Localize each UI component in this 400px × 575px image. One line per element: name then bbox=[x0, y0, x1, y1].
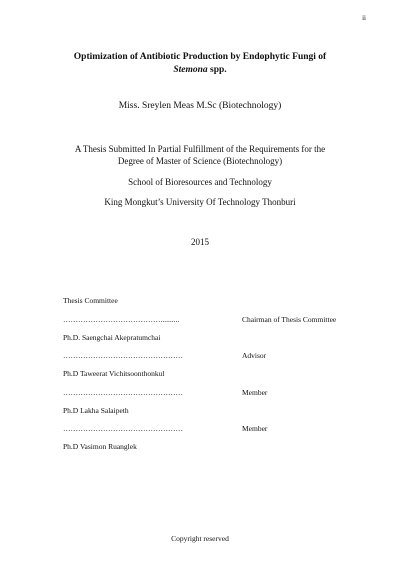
committee-role: Chairman of Thesis Committee bbox=[242, 315, 337, 324]
page-number: ii bbox=[362, 14, 366, 22]
signature-dots: ………………………………….......... bbox=[63, 315, 180, 324]
school-name: School of Bioresources and Technology bbox=[128, 177, 272, 187]
signature-dots: ………………………………………… bbox=[63, 351, 183, 360]
committee-member-name: Ph.D Lakha Salaipeth bbox=[63, 406, 129, 415]
committee-member-name: Ph.D. Saengchai Akepratumchai bbox=[63, 333, 161, 342]
committee-member-name: Ph.D Vasimon Ruanglek bbox=[63, 442, 137, 451]
submission-line-1: A Thesis Submitted In Partial Fulfillment of the Requirements for the bbox=[74, 144, 326, 154]
signature-dots: ………………………………………… bbox=[63, 388, 183, 397]
committee-role: Member bbox=[242, 424, 268, 433]
thesis-title-species: spp. bbox=[207, 65, 227, 75]
submission-line-2: Degree of Master of Science (Biotechnology) bbox=[117, 156, 283, 166]
signature-dots: ………………………………………… bbox=[63, 424, 183, 433]
thesis-title-genus: Stemona bbox=[173, 65, 208, 75]
committee-heading: Thesis Committee bbox=[63, 296, 118, 305]
copyright-notice: Copyright reserved bbox=[171, 534, 229, 543]
submission-statement bbox=[50, 143, 350, 167]
submission-year: 2015 bbox=[191, 237, 209, 247]
university-name: King Mongkut’s University Of Technology Thonburi bbox=[104, 197, 296, 207]
committee-role: Member bbox=[242, 388, 268, 397]
committee-member-name: Ph.D Taweerat Vichitsoonthonkul bbox=[63, 369, 165, 378]
thesis-title-line-2 bbox=[40, 64, 360, 77]
thesis-title bbox=[40, 51, 360, 77]
author-name: Miss. Sreylen Meas M.Sc (Biotechnology) bbox=[118, 101, 282, 111]
committee-role: Advisor bbox=[242, 351, 267, 360]
thesis-title-line-1: Optimization of Antibiotic Production by Endophytic Fungi of bbox=[73, 52, 327, 62]
